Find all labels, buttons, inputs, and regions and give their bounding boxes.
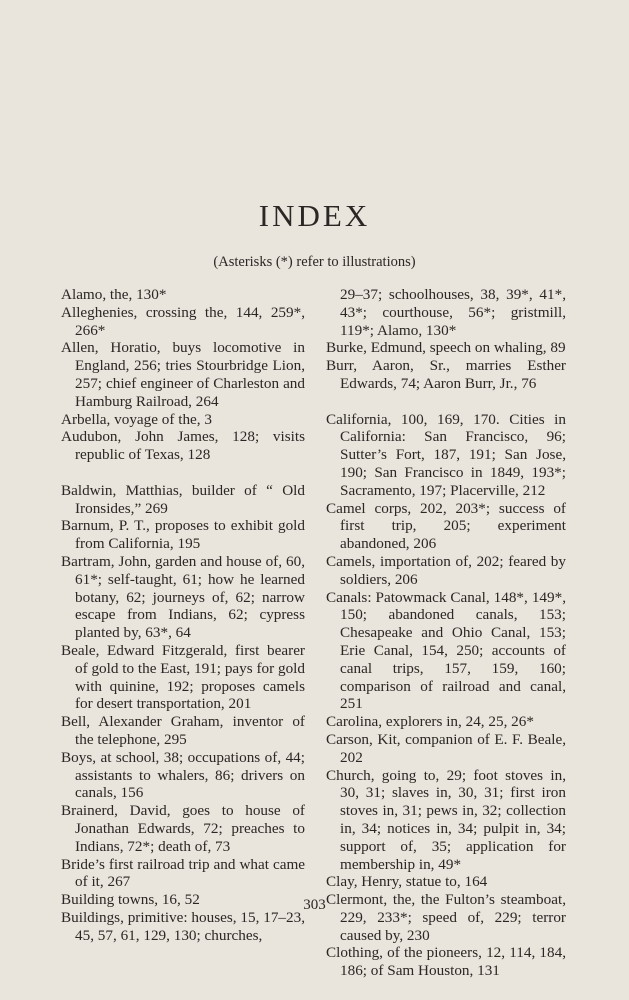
index-entry: Burr, Aaron, Sr., marries Esther Edwards, 74; Aaron Burr, Jr., 76 (326, 357, 566, 392)
index-entry: Audubon, John James, 128; visits republic of Texas, 128 (61, 428, 305, 464)
index-entry: Clermont, the, the Fulton’s steamboat, 229, 233*; speed of, 229; terror caused by, 230 (326, 891, 566, 944)
letter-group-gap (61, 464, 305, 482)
index-column-left (61, 286, 305, 944)
index-entry: Carolina, explorers in, 24, 25, 26* (326, 713, 534, 731)
index-entry: Buildings, primitive: houses, 15, 17–23, 45, 57, 61, 129, 130; churches, (61, 908, 305, 944)
page-title: INDEX (258, 198, 371, 233)
index-entry: Canals: Patowmack Canal, 148*, 149*, 150; abandoned canals, 153; Chesapeake and Ohio Canal, 153; Erie Canal, 154, 250; accounts of canal trips, 157, 159, 160; comparison of railroad and canal, 251 (326, 588, 566, 713)
page-number: 303 (303, 897, 326, 913)
index-entry: Baldwin, Matthias, builder of “ Old Ironsides,” 269 (61, 481, 305, 517)
index-entry: Camel corps, 202, 203*; success of first trip, 205; experiment abandoned, 206 (326, 499, 566, 553)
letter-group-gap (326, 393, 566, 411)
index-entry: Clay, Henry, statue to, 164 (326, 873, 488, 891)
index-entry: Camels, importation of, 202; feared by soldiers, 206 (326, 552, 566, 588)
index-entry: California, 100, 169, 170. Cities in California: San Francisco, 96; Sutter’s Fort, 187, 191; San Jose, 190; San Francisco in 1849, 193*; Sacramento, 197; Placerville, 212 (326, 410, 566, 499)
index-entry: 29–37; schoolhouses, 38, 39*, 41*, 43*; courthouse, 56*; gristmill, 119*; Alamo, 130* (340, 286, 566, 339)
index-entry: Brainerd, David, goes to house of Jonathan Edwards, 72; preaches to Indians, 72*; death of, 73 (61, 802, 305, 855)
index-entry: Bartram, John, garden and house of, 60, 61*; self-taught, 61; how he learned botany, 62; journeys of, 62; narrow escape from Indians, 62; cypress planted by, 63*, 64 (61, 552, 305, 642)
index-entry: Boys, at school, 38; occupations of, 44; assistants to whalers, 86; drivers on canals, 156 (61, 748, 305, 802)
index-entry: Building towns, 16, 52 (61, 891, 200, 909)
index-entry: Arbella, voyage of the, 3 (61, 410, 212, 428)
index-entry: Beale, Edward Fitzgerald, first bearer of gold to the East, 191; pays for gold with quinine, 192; proposes camels for desert transportation, 201 (61, 641, 305, 713)
index-entry: Alleghenies, crossing the, 144, 259*, 266* (61, 303, 305, 339)
index-note: (Asterisks (*) refer to illustrations) (213, 254, 416, 270)
index-entry: Carson, Kit, companion of E. F. Beale, 202 (326, 730, 566, 766)
index-entry: Alamo, the, 130* (61, 286, 167, 303)
index-entry: Bride’s first railroad trip and what came of it, 267 (61, 855, 305, 891)
index-entry: Burke, Edmund, speech on whaling, 89 (326, 339, 566, 357)
index-column-right (326, 286, 566, 980)
index-entry: Allen, Horatio, buys locomotive in England, 256; tries Stourbridge Lion, 257; chief engineer of Charleston and Hamburg Railroad, 264 (61, 339, 305, 410)
index-entry: Barnum, P. T., proposes to exhibit gold from California, 195 (61, 517, 305, 553)
index-entry: Bell, Alexander Graham, inventor of the telephone, 295 (61, 713, 305, 748)
index-entry: Church, going to, 29; foot stoves in, 30, 31; slaves in, 30, 31; first iron stoves in, 31; pews in, 32; collection in, 34; notices in, 34; pulpit in, 34; support of, 35; application for membership in, 49* (326, 766, 566, 873)
index-entry: Clothing, of the pioneers, 12, 114, 184, 186; of Sam Houston, 131 (326, 944, 566, 980)
